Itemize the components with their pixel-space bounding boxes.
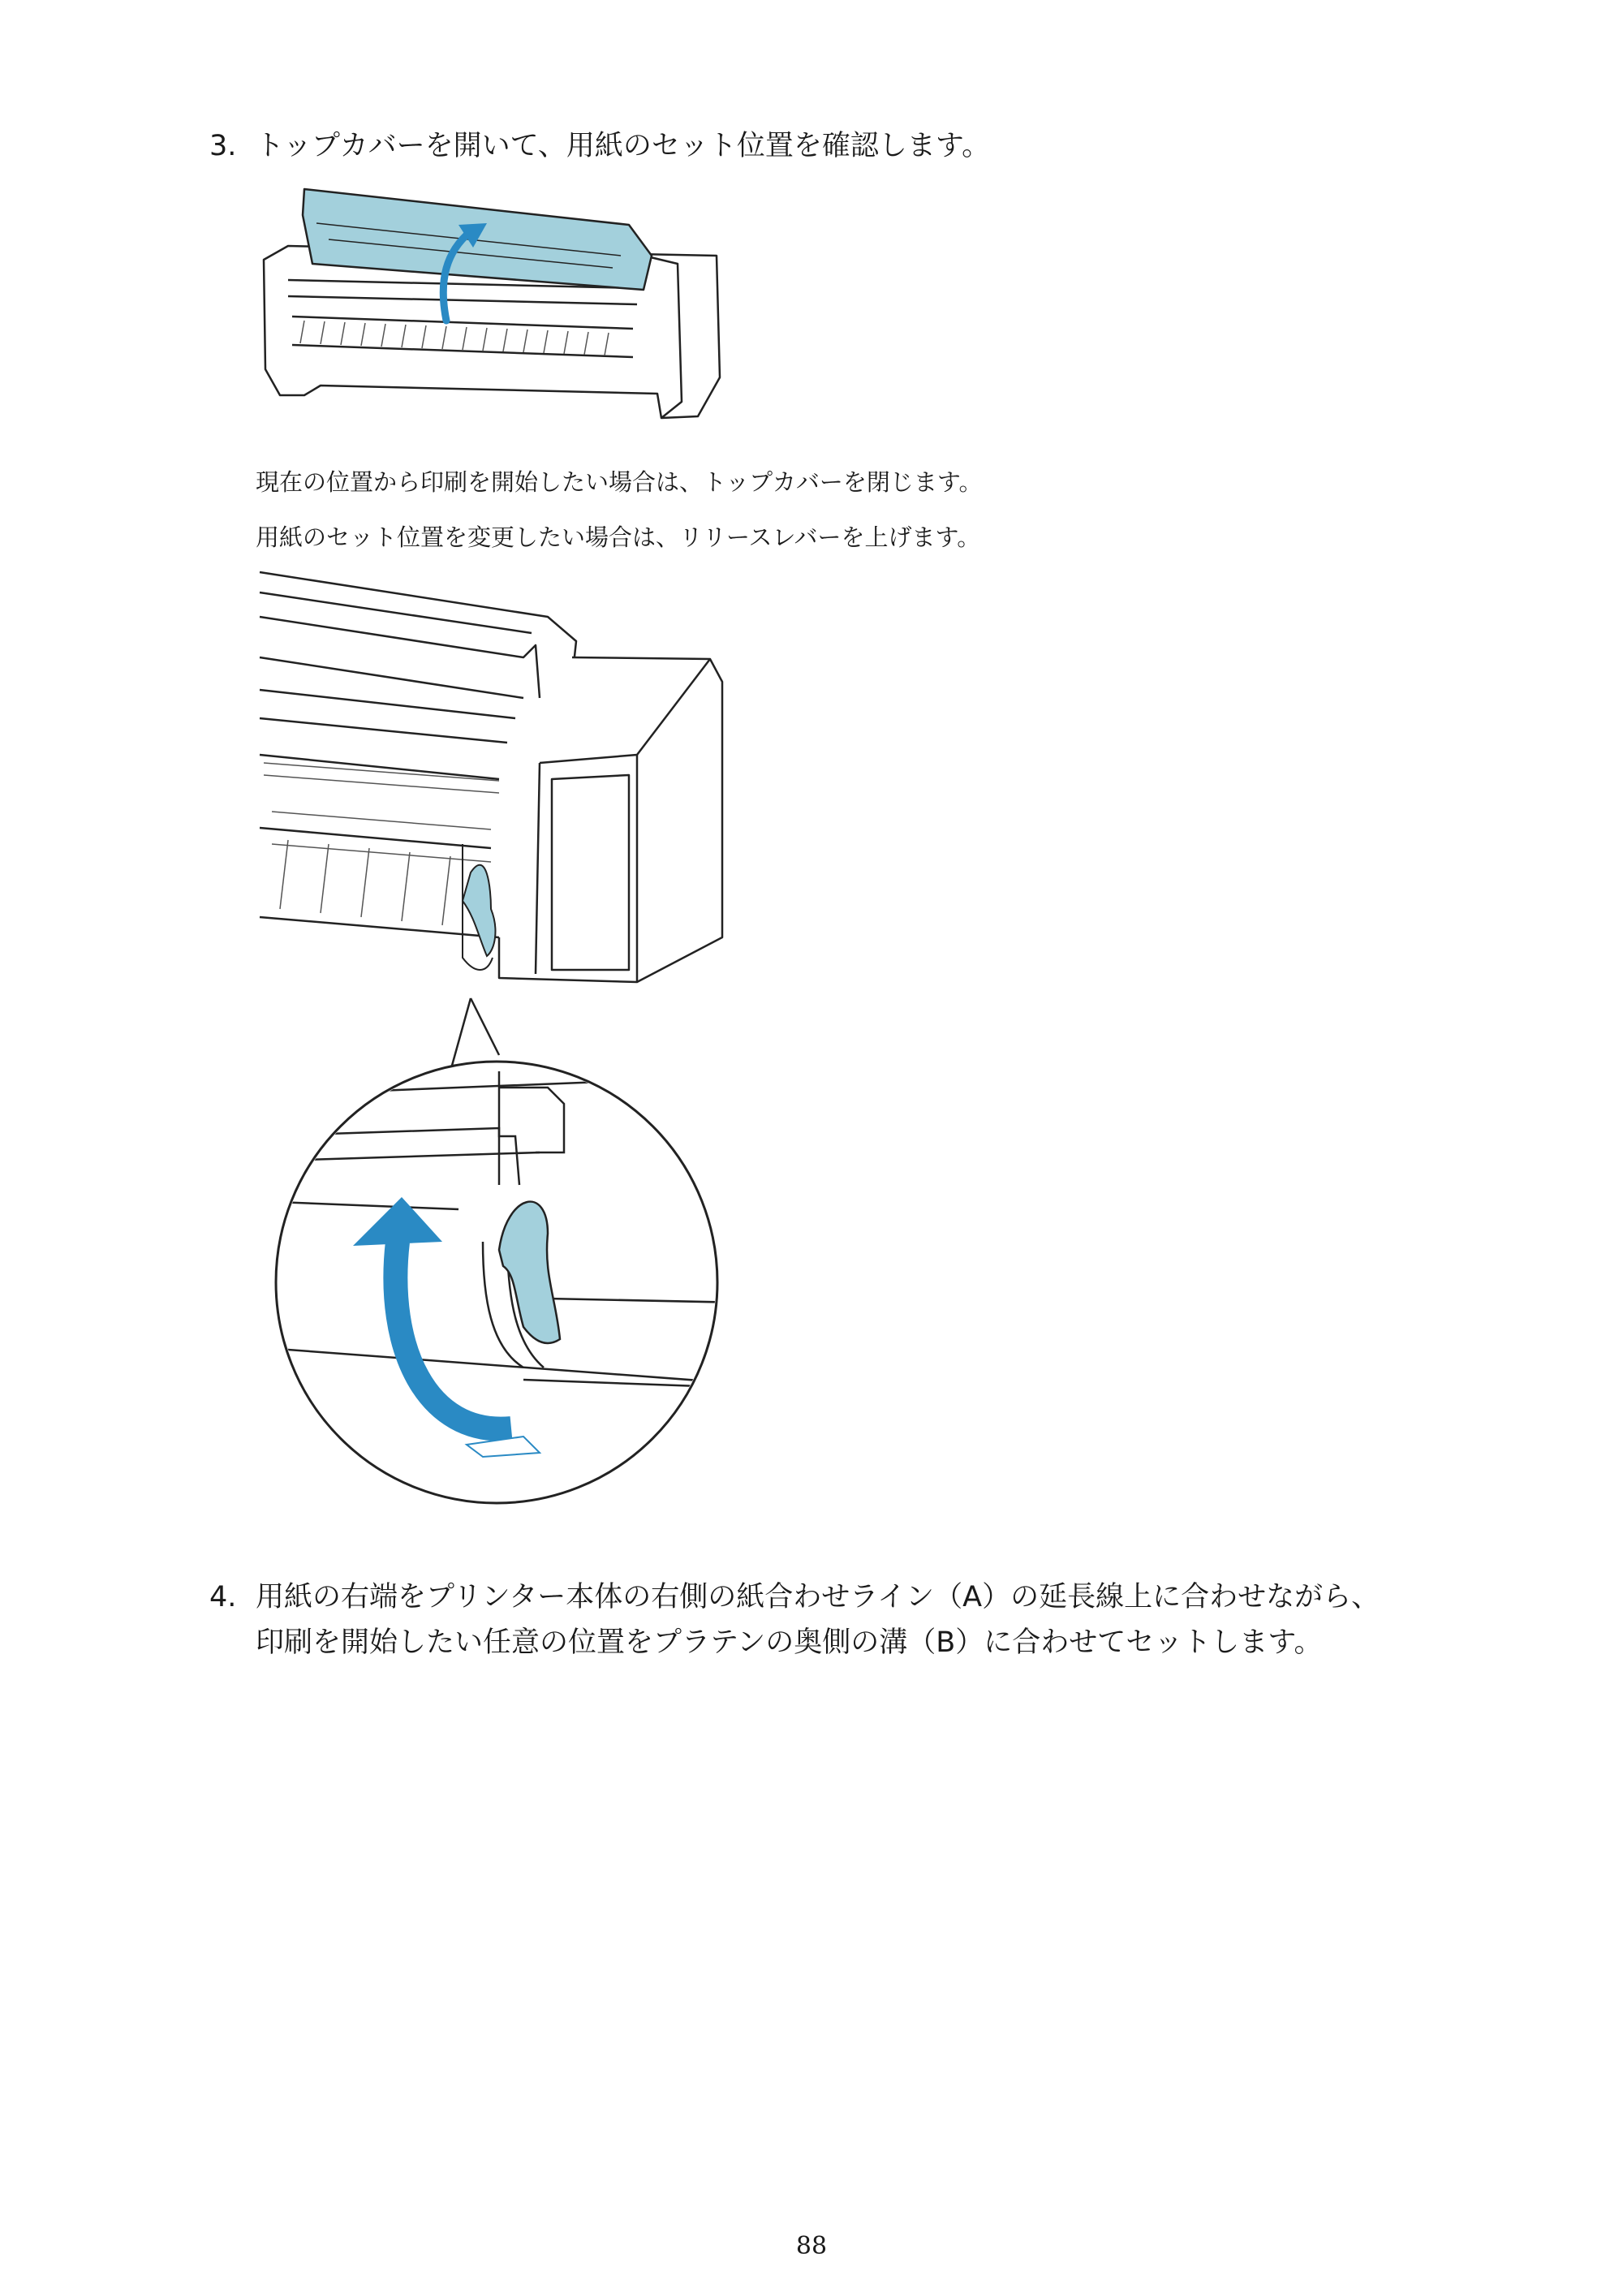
step-number: 4.	[209, 1581, 237, 1613]
step-text-line-1: 用紙の右端をプリンター本体の右側の紙合わせライン（A）の延長線上に合わせながら、	[256, 1581, 1380, 1613]
figure-release-lever	[256, 568, 738, 1514]
note-raise-release-lever: 用紙のセット位置を変更したい場合は、リリースレバーを上げます。	[256, 523, 981, 551]
figure-printer-top-cover	[256, 183, 726, 434]
page-number: 88	[795, 2232, 828, 2260]
step-number: 3.	[209, 130, 237, 162]
step-text: トップカバーを開いて、用紙のセット位置を確認します。	[256, 130, 991, 162]
step-text-line-2: 印刷を開始したい任意の位置をプラテンの奥側の溝（B）に合わせてセットします。	[256, 1626, 1323, 1659]
note-close-cover: 現在の位置から印刷を開始したい場合は、トップカバーを閉じます。	[256, 468, 983, 496]
